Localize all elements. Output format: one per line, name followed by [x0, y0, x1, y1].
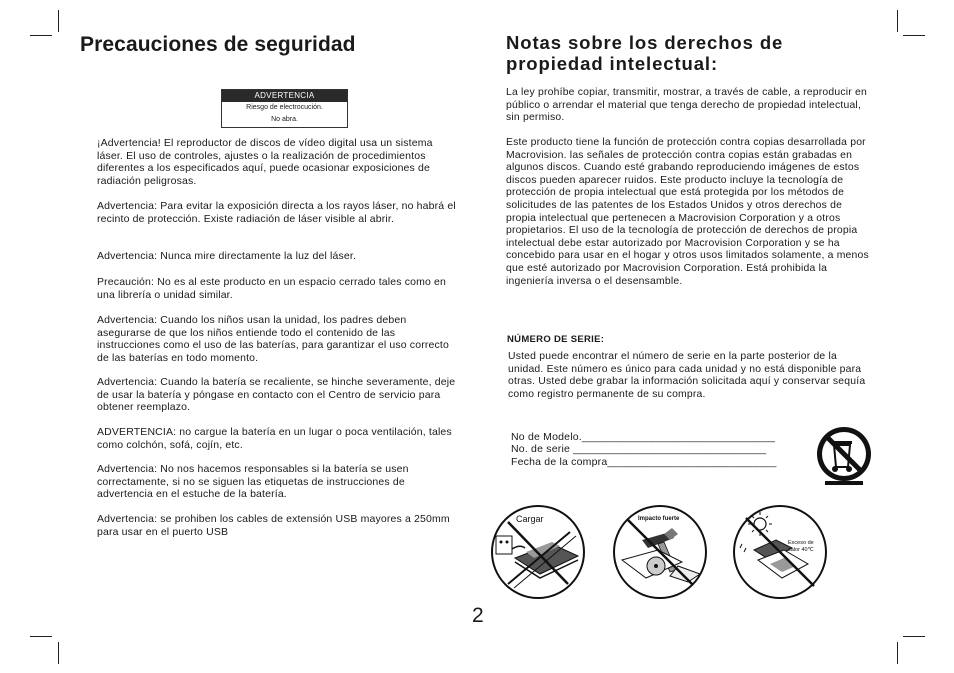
warning-paragraph: ¡Advertencia! El reproductor de discos de vídeo digital usa un sistema láser. El uso de controles, ajustes o la realización de procedimientos diferentes a los especificados aquí, puede ocasionar exposiciones de radiación peligrosas.: [97, 137, 433, 187]
warning-paragraph: Precaución: No es al este producto en un espacio cerrado tales como en una librería o unidad similar.: [97, 276, 447, 301]
page-number: 2: [472, 604, 484, 627]
impact-icon-label: Impacto fuerte: [638, 516, 680, 522]
copyright-notes-column: [506, 30, 872, 468]
page-title-safety: Precauciones de seguridad: [80, 33, 356, 56]
page-title-copyright: [506, 32, 872, 74]
charge-icon-label: Cargar: [516, 514, 544, 524]
warning-paragraph: ADVERTENCIA: no cargue la batería en un lugar o poca ventilación, tales como colchón, sofá, cojín, etc.: [97, 426, 452, 451]
electric-shock-warning-label: [221, 89, 348, 128]
purchase-date-field: Fecha de la compra____________________________: [511, 456, 777, 468]
crop-mark: [58, 642, 59, 664]
crop-mark: [903, 636, 925, 637]
warning-paragraph: Advertencia: Cuando la batería se recaliente, se hinche severamente, deje de usar la batería y póngase en contacto con el Centro de servicio para obtener reemplazo.: [97, 376, 456, 414]
crop-mark: [58, 10, 59, 32]
warning-label-header: ADVERTENCIA: [222, 90, 347, 102]
crop-mark: [897, 10, 898, 32]
no-impact-icon: [612, 504, 708, 600]
serial-number-heading: NÚMERO DE SERIE:: [507, 334, 605, 345]
copyright-title-line2: propiedad intelectual:: [506, 53, 719, 74]
warning-paragraph: Advertencia: se prohiben los cables de extensión USB mayores a 250mm para usar en el puerto USB: [97, 513, 450, 538]
serial-number-field: No. de serie ________________________________: [511, 443, 767, 455]
warning-paragraph: Advertencia: No nos hacemos responsables si la batería se usen correctamente, si no se siguen las etiquetas de instrucciones de advertencia en el estuche de la batería.: [97, 463, 409, 501]
warning-paragraph: Advertencia: Nunca mire directamente la luz del láser.: [97, 250, 357, 262]
copyright-paragraph: La ley prohíbe copiar, transmitir, mostrar, a través de cable, a reproducir en público o arrendar el material que tenga derecho de propiedad intelectual, sin permiso.: [506, 87, 867, 124]
warning-label-line1: Riesgo de electrocución.: [246, 104, 323, 111]
no-charge-icon: [490, 504, 586, 600]
macrovision-paragraph: Este producto tiene la función de protección contra copias desarrollada por Macrovision. las señales de protección contra copias están grabadas en algunos discos. Cuando esté grabando reproduciendo imágenes de estos discos pueden aparecer ruidos. Este producto incluye la tecnología de protección de propia intelectual que está protegida por los métodos de solicitudes de las patentes de los Estados Unidos y otros derechos de propia intelectual que pertenecen a Macrovision Corporation y a otros propietarios. El uso de la tecnología de protección de derechos de propia intelectual debe estar autorizado por Macrovision Corporation y se ha concebido para usar en el hogar y otros usos limitados solamente, a menos que esté autorizado por Macrovision Corporation. Está prohibida la ingeniería inversa o el desensamble.: [506, 137, 869, 287]
warning-paragraph: Advertencia: Para evitar la exposición directa a los rayos láser, no habrá el recinto de protección. Existe radiación de láser visible al abrir.: [97, 200, 456, 225]
warning-paragraph: Advertencia: Cuando los niños usan la unidad, los padres deben asegurarse de que los niños entiende todo el contenido de las instrucciones como el uso de las baterías, para garantizar el uso correcto de las baterías en todo momento.: [97, 314, 449, 364]
serial-number-paragraph: Usted puede encontrar el número de serie en la parte posterior de la unidad. Este número es único para cada unidad y no está disponible para otras. Usted debe grabar la información solicitada aquí y conservar sequía como registro permanente de su compra.: [508, 351, 866, 400]
heat-icon-label-line1: Exceso de: [788, 540, 814, 546]
no-heat-icon: [732, 504, 828, 600]
model-number-field: No de Modelo.________________________________: [511, 431, 776, 443]
crop-mark: [30, 35, 52, 36]
warning-label-line2: No abra.: [271, 116, 298, 123]
copyright-title-line1: Notas sobre los derechos de: [506, 32, 784, 53]
no-trash-icon: [815, 425, 873, 487]
crop-mark: [897, 642, 898, 664]
safety-precautions-column: [80, 30, 460, 538]
crop-mark: [30, 636, 52, 637]
heat-icon-label-line2: calor 40℃: [788, 547, 814, 553]
crop-mark: [903, 35, 925, 36]
